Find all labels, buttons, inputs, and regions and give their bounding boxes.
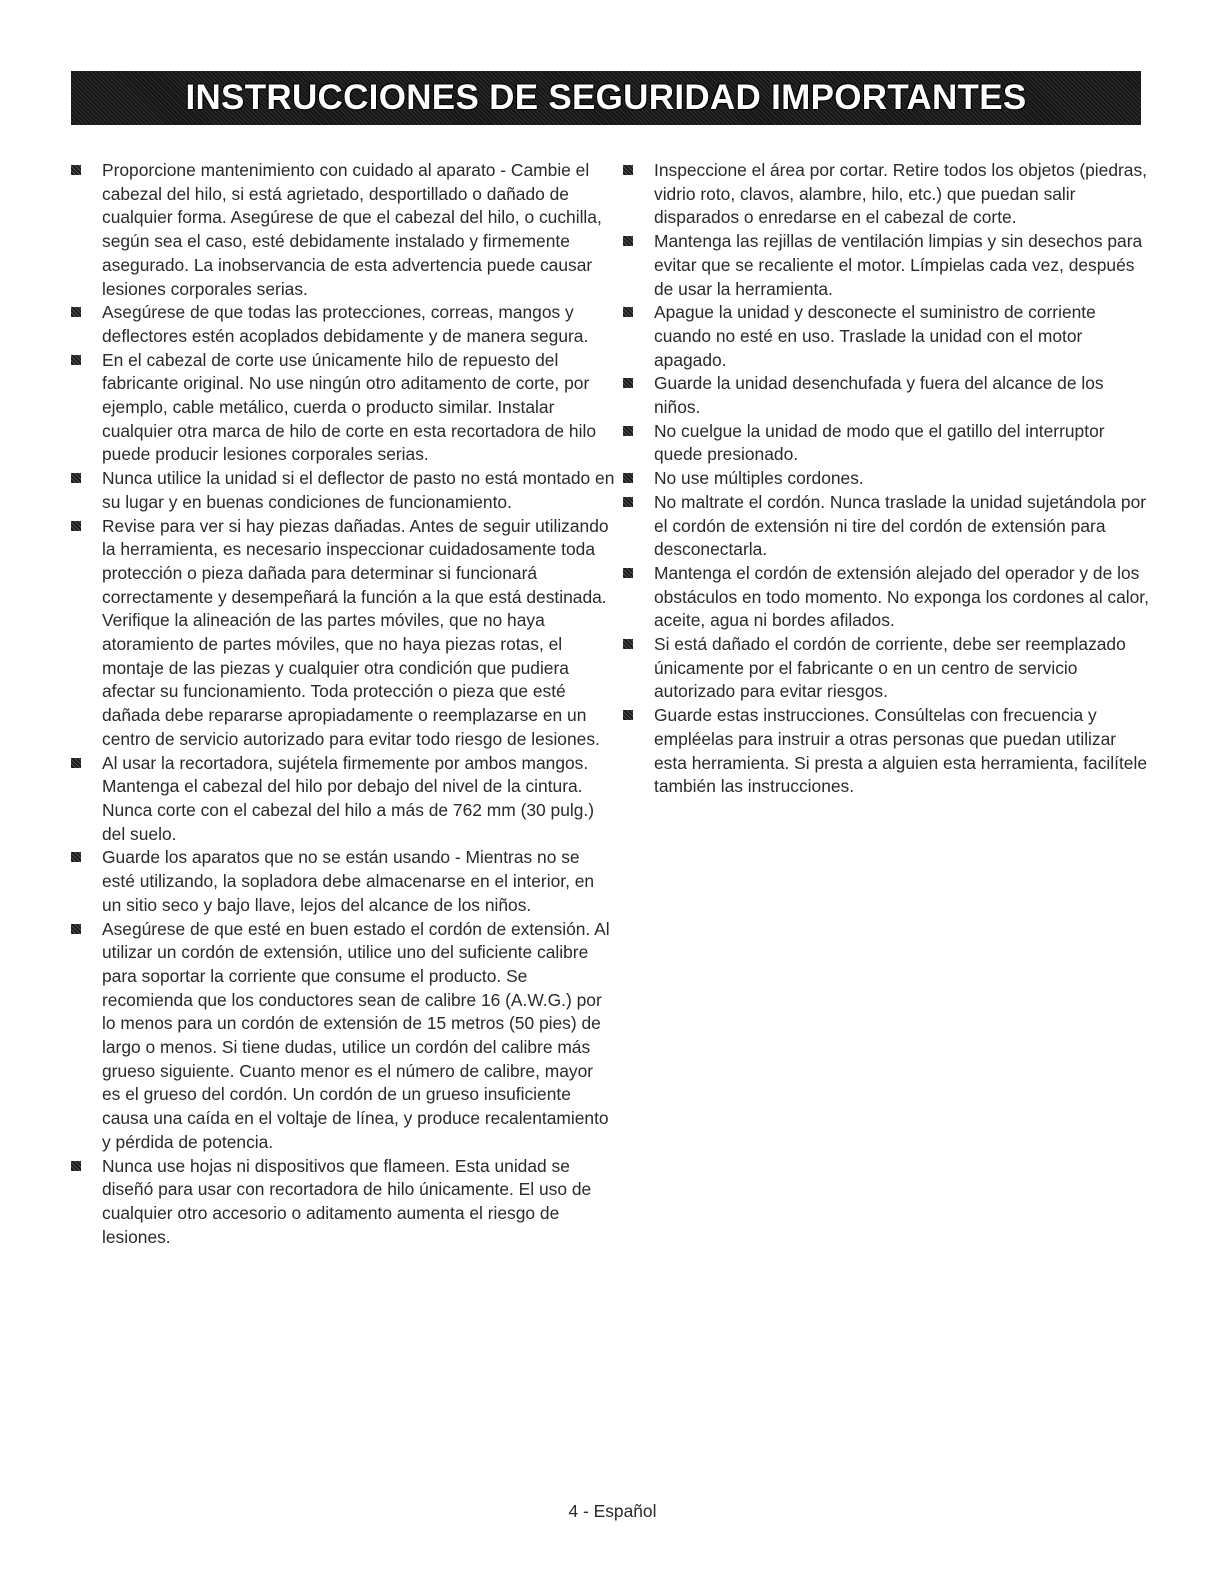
list-item-text: Nunca utilice la unidad si el deflector de pasto no está montado en su lugar y en buenas condiciones de funcionamiento. (102, 468, 615, 512)
list-item (622, 633, 1152, 704)
square-bullet-icon (623, 426, 633, 436)
square-bullet-icon (71, 852, 81, 862)
list-item (622, 562, 1152, 633)
list-item (622, 491, 1152, 562)
square-bullet-icon (71, 355, 81, 365)
square-bullet-icon (623, 307, 633, 317)
list-item-text: En el cabezal de corte use únicamente hilo de repuesto del fabricante original. No use ningún otro aditamento de corte, por ejemplo, cable metálico, cuerda o producto similar. Instalar cualquier otra marca de hilo de corte en esta recortadora de hilo puede producir lesiones corporales serias. (102, 349, 596, 465)
square-bullet-icon (623, 639, 633, 649)
square-bullet-icon (71, 473, 81, 483)
list-item (622, 301, 1152, 372)
page-number: 4 - Español (568, 1501, 657, 1521)
square-bullet-icon (623, 378, 633, 388)
list-item-text: Si está dañado el cordón de corriente, debe ser reemplazado únicamente por el fabricante o en un centro de servicio autorizado para evitar riesgos. (654, 634, 1126, 702)
list-item (70, 301, 615, 348)
square-bullet-icon (623, 236, 633, 246)
list-item-text: No maltrate el cordón. Nunca traslade la unidad sujetándola por el cordón de extensión ni tire del cordón de extensión para desconectarla. (654, 491, 1147, 560)
square-bullet-icon (623, 568, 633, 578)
list-item (70, 1155, 615, 1250)
square-bullet-icon (623, 710, 633, 720)
list-item-text: Asegúrese de que esté en buen estado el cordón de extensión. Al utilizar un cordón de extensión, utilice uno del suficiente calibre para soportar la corriente que consume el producto. Se recomienda que los conductores sean de calibre 16 (A.W.G.) por lo menos para un cordón de extensión de 15 metros (50 pies) de largo o menos. Si tiene dudas, utilice un cordón del calibre más grueso siguiente. Cuanto menor es el número de calibre, mayor es el grueso del cordón. Un cordón de un grueso insuficiente causa una caída en el voltaje de línea, y produce recalentamiento y pérdida de potencia. (102, 918, 610, 1152)
list-item-text: Guarde estas instrucciones. Consúltelas con frecuencia y empléelas para instruir a otras personas que puedan utilizar esta herramienta. Si presta a alguien esta herramienta, facilítele también las instrucciones. (654, 705, 1148, 797)
square-bullet-icon (71, 165, 81, 175)
list-item (622, 420, 1152, 467)
left-column-safety-list (70, 159, 615, 1249)
square-bullet-icon (71, 521, 81, 531)
square-bullet-icon (71, 307, 81, 317)
list-item-text: Al usar la recortadora, sujétela firmemente por ambos mangos. Mantenga el cabezal del hilo por debajo del nivel de la cintura. Nunca corte con el cabezal del hilo a más de 762 mm (30 pulg.) del suelo. (102, 752, 595, 844)
square-bullet-icon (71, 924, 81, 934)
list-item (70, 467, 615, 514)
list-item-text: Proporcione mantenimiento con cuidado al aparato - Cambie el cabezal del hilo, si está agrietado, desportillado o dañado de cualquier forma. Asegúrese de que el cabezal del hilo, o cuchilla, según sea el caso, esté debidamente instalado y firmemente asegurado. La inobservancia de esta advertencia puede causar lesiones corporales serias. (102, 160, 602, 299)
list-item-text: Inspeccione el área por cortar. Retire todos los objetos (piedras, vidrio roto, clavos, alambre, hilo, etc.) que puedan salir disparados o enredarse en el cabezal de corte. (654, 160, 1148, 228)
right-column-safety-list (622, 159, 1152, 799)
list-item-text: Guarde los aparatos que no se están usando - Mientras no se esté utilizando, la sopladora debe almacenarse en el interior, en un sitio seco y bajo llave, lejos del alcance de los niños. (102, 847, 595, 915)
list-item (622, 230, 1152, 301)
list-item (622, 704, 1152, 799)
section-banner (71, 71, 1141, 125)
list-item (70, 159, 615, 301)
list-item (70, 349, 615, 468)
list-item (622, 467, 1152, 491)
list-item-text: No cuelgue la unidad de modo que el gatillo del interruptor quede presionado. (654, 420, 1105, 465)
list-item-text: No use múltiples cordones. (654, 468, 864, 489)
square-bullet-icon (623, 497, 633, 507)
list-item (622, 159, 1152, 230)
list-item (70, 918, 615, 1155)
square-bullet-icon (623, 165, 633, 175)
list-item-text: Revise para ver si hay piezas dañadas. Antes de seguir utilizando la herramienta, es necesario inspeccionar cuidadosamente toda protección o pieza dañada para determinar si funcionará correctamente y desempeñará la función a la que está destinada. Verifique la alineación de las partes móviles, que no haya atoramiento de partes móviles, que no haya piezas rotas, el montaje de las piezas y cualquier otra condición que pudiera afectar su funcionamiento. Toda protección o pieza que esté dañada debe repararse apropiadamente o reemplazarse en un centro de servicio autorizado para evitar todo riesgo de lesiones. (102, 515, 609, 749)
list-item-text: Asegúrese de que todas las protecciones, correas, mangos y deflectores estén acoplados debidamente y de manera segura. (102, 302, 589, 346)
list-item-text: Nunca use hojas ni dispositivos que flameen. Esta unidad se diseñó para usar con recortadora de hilo únicamente. El uso de cualquier otro accesorio o aditamento aumenta el riesgo de lesiones. (102, 1155, 592, 1247)
section-title: INSTRUCCIONES DE SEGURIDAD IMPORTANTES (185, 78, 1027, 117)
square-bullet-icon (623, 473, 633, 483)
square-bullet-icon (71, 1161, 81, 1171)
square-bullet-icon (71, 758, 81, 768)
list-item-text: Apague la unidad y desconecte el suministro de corriente cuando no esté en uso. Traslade la unidad con el motor apagado. (654, 302, 1096, 370)
list-item-text: Mantenga las rejillas de ventilación limpias y sin desechos para evitar que se recaliente el motor. Límpielas cada vez, después de usar la herramienta. (654, 231, 1143, 299)
list-item (70, 752, 615, 847)
list-item-text: Guarde la unidad desenchufada y fuera del alcance de los niños. (654, 373, 1104, 418)
list-item (70, 846, 615, 917)
list-item (70, 515, 615, 752)
list-item-text: Mantenga el cordón de extensión alejado del operador y de los obstáculos en todo momento. No exponga los cordones al calor, aceite, agua ni bordes afilados. (654, 562, 1149, 631)
list-item (622, 372, 1152, 419)
